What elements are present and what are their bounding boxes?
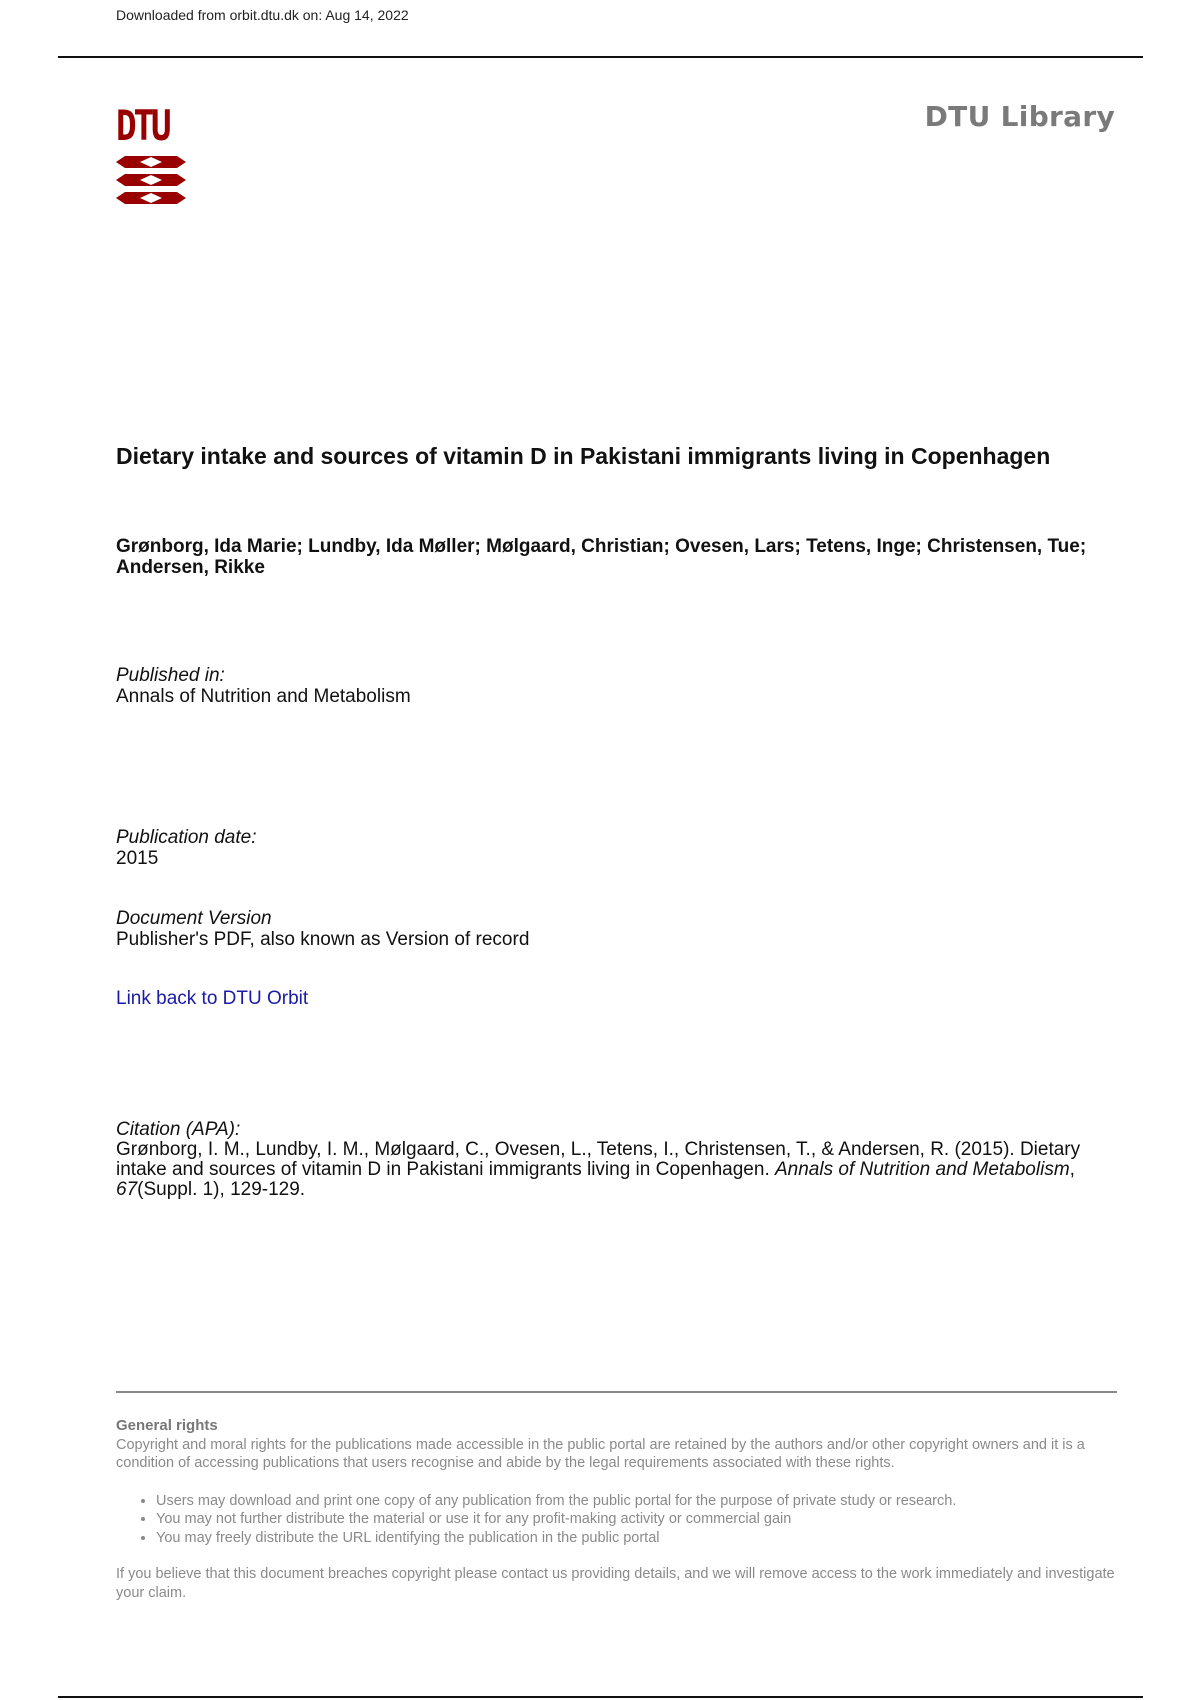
library-label: DTU Library xyxy=(924,100,1115,133)
citation-label: Citation (APA): xyxy=(116,1119,241,1140)
dtu-logo-text: DTU xyxy=(116,101,169,150)
citation-text: Grønborg, I. M., Lundby, I. M., Mølgaard, C., Ovesen, L., Tetens, I., Christensen, T., & Andersen, R. (2015). Dietary intake and sources of vitamin D in Pakistani immigrants living in Copenhagen. xyxy=(116,1139,1081,1180)
top-divider xyxy=(58,56,1143,58)
publication-authors: Grønborg, Ida Marie; Lundby, Ida Møller; Mølgaard, Christian; Ovesen, Lars; Tetens, Inge; Christensen, Tue; Andersen, Rikke xyxy=(116,536,1087,578)
published-in-label: Published in: xyxy=(116,665,225,686)
dtu-logo xyxy=(116,101,186,208)
publication-date-label: Publication date: xyxy=(116,827,257,848)
takedown-notice: If you believe that this document breaches copyright please contact us providing details, and we will remove access to the work immediately and investigate your claim. xyxy=(116,1566,1115,1601)
publication-title: Dietary intake and sources of vitamin D in Pakistani immigrants living in Copenhagen xyxy=(116,443,1051,469)
rights-divider xyxy=(116,1391,1117,1393)
publication-date-value: 2015 xyxy=(116,848,159,869)
citation-pages: (Suppl. 1), 129-129. xyxy=(137,1179,306,1200)
rights-list-item: • Users may download and print one copy of any publication from the public portal for the purpose of private study or research. xyxy=(156,1492,1126,1511)
citation-block xyxy=(116,1120,1126,1200)
published-in-block xyxy=(116,665,411,707)
download-note: Downloaded from orbit.dtu.dk on: Aug 14, 2022 xyxy=(116,7,409,23)
dtu-orbit-link[interactable]: Link back to DTU Orbit xyxy=(116,988,309,1009)
general-rights-heading: General rights xyxy=(116,1417,218,1434)
dtu-logo-mark-icon xyxy=(116,154,186,210)
published-in-value: Annals of Nutrition and Metabolism xyxy=(116,686,411,707)
rights-list-item: • You may freely distribute the URL identifying the publication in the public portal xyxy=(156,1529,1126,1548)
document-version-block xyxy=(116,908,529,950)
publication-date-block xyxy=(116,827,257,869)
general-rights-intro: Copyright and moral rights for the publications made accessible in the public portal are retained by the authors and/or other copyright owners and it is a condition of accessing publications that users recognise and abide by the legal requirements associated with these rights. xyxy=(116,1436,1085,1471)
citation-separator: , xyxy=(1069,1159,1075,1180)
document-version-label: Document Version xyxy=(116,908,272,929)
rights-list-item: • You may not further distribute the material or use it for any profit-making activity or commercial gain xyxy=(156,1510,1126,1529)
general-rights-section xyxy=(116,1417,1126,1602)
bottom-divider xyxy=(58,1696,1143,1698)
citation-volume: 67 xyxy=(116,1179,138,1200)
document-version-value: Publisher's PDF, also known as Version of record xyxy=(116,929,530,950)
rights-list xyxy=(116,1492,1126,1548)
citation-journal: Annals of Nutrition and Metabolism xyxy=(775,1159,1070,1180)
